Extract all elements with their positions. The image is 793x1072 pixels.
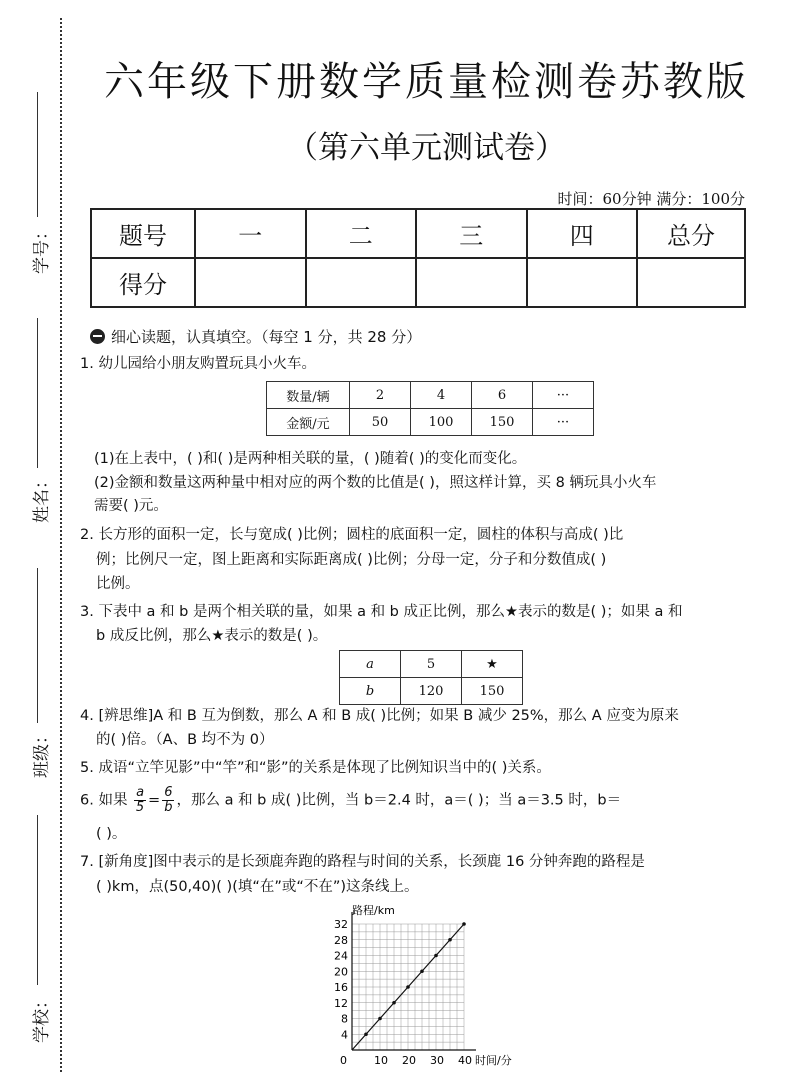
question-5: 5. 成语“立竿见影”中“竿”和“影”的关系是体现了比例知识当中的( )关系。 xyxy=(80,760,551,776)
score-input-cell[interactable] xyxy=(195,258,306,307)
frac-den: 5 xyxy=(135,800,145,815)
data-point xyxy=(420,969,424,973)
y-tick-label: 20 xyxy=(334,965,348,979)
y-tick-label: 4 xyxy=(341,1028,348,1042)
question-3-line-2: b 成反比例，那么★表示的数是( )。 xyxy=(96,628,328,644)
data-point xyxy=(448,938,452,942)
side-label-school: 学校： xyxy=(32,992,52,1043)
table-cell: 数量/辆 xyxy=(267,382,350,409)
question-1-stem: 1. 幼儿园给小朋友购置玩具小火车。 xyxy=(80,356,316,372)
side-rule-name xyxy=(37,318,38,468)
score-input-cell[interactable] xyxy=(416,258,527,307)
side-rule-school xyxy=(37,815,38,985)
score-input-cell[interactable] xyxy=(637,258,745,307)
score-table xyxy=(90,208,746,308)
side-label-student-id: 学号： xyxy=(32,223,52,274)
y-tick-label: 28 xyxy=(334,933,348,947)
score-input-cell[interactable] xyxy=(527,258,638,307)
score-header-cell: 一 xyxy=(195,209,306,258)
table-cell: 50 xyxy=(350,409,411,436)
side-rule-student-id xyxy=(37,92,38,217)
section-number-icon xyxy=(90,329,105,344)
fraction-a-over-5 xyxy=(134,786,146,815)
question-1-part-1: (1)在上表中，( )和( )是两种相关联的量，( )随着( )的变化而变化。 xyxy=(94,451,527,467)
question-2-line-1: 2. 长方形的面积一定，长与宽成( )比例；圆柱的底面积一定，圆柱的体积与高成( )比 xyxy=(80,527,624,543)
table-cell: 150 xyxy=(472,409,533,436)
question-7-line-2: ( )km，点(50,40)( )(填“在”或“不在”)这条线上。 xyxy=(96,879,419,895)
distance-time-chart xyxy=(318,898,548,1070)
frac-den: b xyxy=(164,800,173,815)
table-cell: a xyxy=(340,651,401,678)
score-input-cell[interactable] xyxy=(306,258,417,307)
data-point xyxy=(434,954,438,958)
table-cell: b xyxy=(340,678,401,705)
table-cell: 2 xyxy=(350,382,411,409)
question-2-line-2: 例；比例尺一定，图上距离和实际距离成( )比例；分母一定，分子和分数值成( ) xyxy=(96,552,607,568)
y-tick-label: 8 xyxy=(341,1012,348,1026)
y-tick-label: 12 xyxy=(334,996,348,1010)
data-point xyxy=(392,1001,396,1005)
q6-prefix: 6. 如果 xyxy=(80,792,128,809)
question-4-line-1: 4. [辨思维]A 和 B 互为倒数，那么 A 和 B 成( )比例；如果 B 减少 25%，那么 A 应变为原来 xyxy=(80,708,679,724)
score-header-cell: 二 xyxy=(306,209,417,258)
side-label-class: 班级： xyxy=(32,727,52,778)
table-cell: ··· xyxy=(533,409,594,436)
frac-num: 6 xyxy=(164,785,173,800)
side-rule-class xyxy=(37,568,38,723)
data-point xyxy=(378,1017,382,1021)
table-cell: 100 xyxy=(411,409,472,436)
data-point xyxy=(406,985,410,989)
question-3-table xyxy=(339,650,523,705)
score-header-cell: 四 xyxy=(527,209,638,258)
score-header-cell: 总分 xyxy=(637,209,745,258)
q6-post: ，那么 a 和 b 成( )比例，当 b＝2.4 时，a＝( )；当 a＝3.5 时，b＝ xyxy=(176,792,622,809)
section-title: 细心读题，认真填空。（每空 1 分，共 28 分） xyxy=(111,328,422,346)
table-cell: 5 xyxy=(401,651,462,678)
table-cell: 120 xyxy=(401,678,462,705)
exam-meta: 时间：60分钟 满分：100分 xyxy=(557,190,745,208)
question-1-part-2-cont: 需要( )元。 xyxy=(94,498,168,514)
question-4-line-2: 的( )倍。（A、B 均不为 0） xyxy=(96,732,274,748)
question-7-line-1: 7. [新角度]图中表示的是长颈鹿奔跑的路程与时间的关系，长颈鹿 16 分钟奔跑的路程是 xyxy=(80,854,645,870)
y-axis-label: 路程/km xyxy=(352,904,395,917)
x-tick-label: 10 xyxy=(374,1054,388,1067)
section-heading xyxy=(90,326,421,347)
y-tick-label: 32 xyxy=(334,918,348,931)
table-cell: 6 xyxy=(472,382,533,409)
question-6-line-1 xyxy=(80,786,770,815)
table-cell: ★ xyxy=(462,651,523,678)
side-label-name: 姓名： xyxy=(32,472,52,523)
score-row-label: 得分 xyxy=(91,258,195,307)
table-cell: 金额/元 xyxy=(267,409,350,436)
x-tick-label: 40 xyxy=(458,1054,472,1067)
chart-series xyxy=(352,922,466,1050)
question-3-line-1: 3. 下表中 a 和 b 是两个相关联的量，如果 a 和 b 成正比例，那么★表示的数是( )；如果 a 和 xyxy=(80,604,683,620)
fraction-6-over-b xyxy=(162,786,174,815)
question-6-line-2: ( )。 xyxy=(96,826,127,842)
frac-num: a xyxy=(136,785,145,800)
y-tick-label: 16 xyxy=(334,981,348,994)
score-header-cell: 题号 xyxy=(91,209,195,258)
data-point xyxy=(364,1032,368,1036)
q6-equals: = xyxy=(148,792,161,809)
page-subtitle: （第六单元测试卷） xyxy=(287,130,566,166)
question-1-table xyxy=(266,381,594,436)
table-cell: 4 xyxy=(411,382,472,409)
table-cell: 150 xyxy=(462,678,523,705)
question-2-line-3: 比例。 xyxy=(96,576,140,592)
x-tick-label: 20 xyxy=(402,1054,416,1067)
data-point xyxy=(462,922,466,926)
score-header-cell: 三 xyxy=(416,209,527,258)
question-1-part-2: (2)金额和数量这两种量中相对应的两个数的比值是( )，照这样计算，买 8 辆玩具小火车 xyxy=(94,475,657,491)
page-title: 六年级下册数学质量检测卷苏教版 xyxy=(104,59,749,105)
x-tick-label: 30 xyxy=(430,1054,444,1067)
binding-dashed-line xyxy=(60,18,62,1072)
x-axis-label: 时间/分 xyxy=(475,1054,512,1067)
y-tick-label: 24 xyxy=(334,949,348,963)
table-cell: ··· xyxy=(533,382,594,409)
x-tick-label: 0 xyxy=(340,1054,347,1067)
